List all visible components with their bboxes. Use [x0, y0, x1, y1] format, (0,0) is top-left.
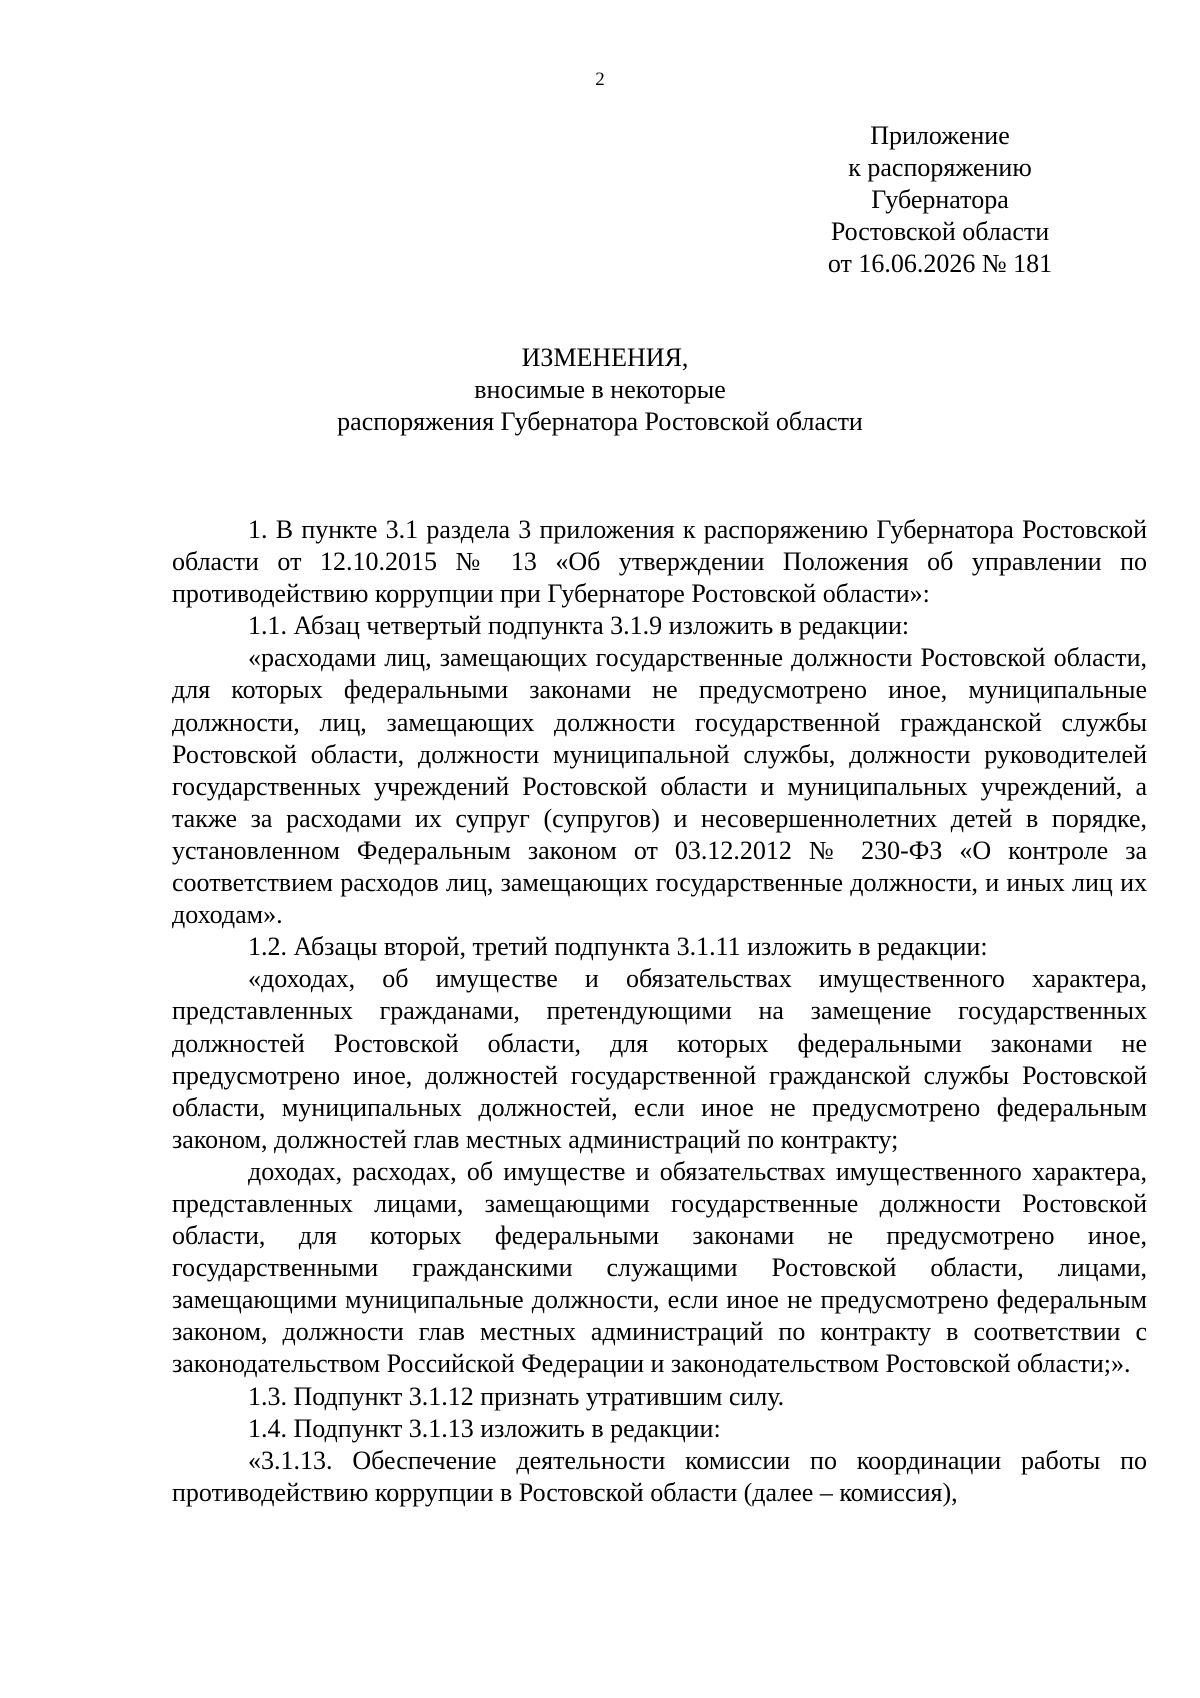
title-subtitle: вносимые в некоторые: [474, 375, 726, 404]
appendix-header: [790, 120, 1090, 280]
appendix-line: Губернатора: [871, 185, 1009, 214]
appendix-line: от 16.06.2026 № 181: [827, 249, 1053, 278]
appendix-line: Приложение: [870, 121, 1010, 150]
body-paragraph: доходах, расходах, об имуществе и обязательствах имущественного характера, представленных лицами, замещающими государственные должности Ростовской области, для которых федеральными законами не предусмотрено иное, государственными гражданскими служащими Ростовской области, лицами, замещающими муниципальные должности, если иное не предусмотрено федеральным законом, должности глав местных администраций по контракту в соответствии с законодательством Российской Федерации и законодательством Ростовской области;».: [172, 1156, 1147, 1379]
body-paragraph: 1.1. Абзац четвертый подпункта 3.1.9 изложить в редакции:: [248, 611, 910, 641]
appendix-line: к распоряжению: [848, 153, 1032, 182]
body-paragraph: «3.1.13. Обеспечение деятельности комиссии по координации работы по противодействию коррупции в Ростовской области (далее – комиссия),: [172, 1445, 1147, 1507]
body-paragraph: 1.3. Подпункт 3.1.12 признать утратившим силу.: [248, 1381, 785, 1411]
body-paragraph: 1. В пункте 3.1 раздела 3 приложения к распоряжению Губернатора Ростовской области от 12.10.2015 № 13 «Об утверждении Положения об управлении по противодействию коррупции при Губернаторе Ростовской области»:: [172, 515, 1147, 609]
appendix-line: Ростовской области: [830, 217, 1050, 246]
body-paragraph: «доходах, об имуществе и обязательствах имущественного характера, представленных гражданами, претендующими на замещение государственных должностей Ростовской области, для которых федеральными законами не предусмотрено иное, должностей государственной гражданской службы Ростовской области, муниципальных должностей, если иное не предусмотрено федеральным законом, должностей глав местных администраций по контракту;: [172, 964, 1147, 1154]
body-paragraph: 1.4. Подпункт 3.1.13 изложить в редакции:: [248, 1413, 721, 1443]
document-body: [172, 514, 1147, 1509]
document-title: [0, 342, 1200, 438]
title-main: ИЗМЕНЕНИЯ,: [521, 343, 689, 372]
body-paragraph: «расходами лиц, замещающих государственные должности Ростовской области, для которых федеральными законами не предусмотрено иное, муниципальные должности, лиц, замещающих должности государственной гражданской службы Ростовской области, должности муниципальной службы, должности руководителей государственных учреждений Ростовской области и муниципальных учреждений, а также за расходами их супруг (супругов) и несовершеннолетних детей в порядке, установленном Федеральным законом от 03.12.2012 № 230-ФЗ «О контроле за соответствием расходов лиц, замещающих государственные должности, и иных лиц их доходам».: [172, 643, 1147, 930]
body-paragraph: 1.2. Абзацы второй, третий подпункта 3.1.11 изложить в редакции:: [248, 932, 988, 962]
title-subtitle: распоряжения Губернатора Ростовской области: [337, 407, 863, 436]
page-number: 2: [595, 69, 605, 90]
